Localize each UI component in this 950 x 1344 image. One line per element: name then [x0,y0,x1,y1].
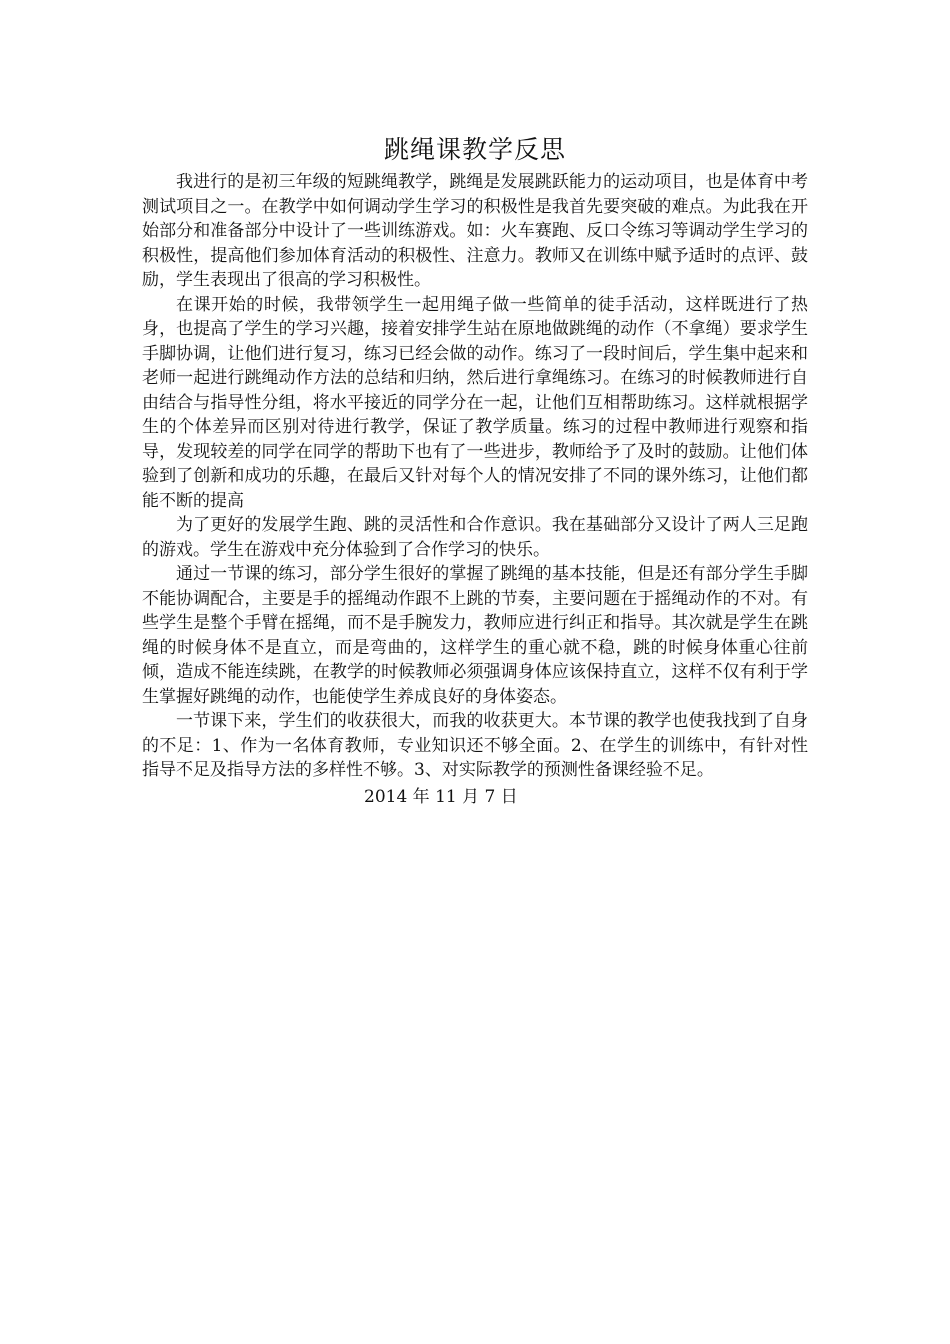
document-title: 跳绳课教学反思 [383,135,566,164]
paragraph-5: 一节课下来，学生们的收获很大，而我的收获更大。本节课的教学也使我找到了自身的不足：1、作为一名体育教师，专业知识还不够全面。2、在学生的训练中，有针对性指导不足及指导方法的多样性不够。3、对实际教学的预测性备课经验不足。 [142,711,808,780]
document-body [142,132,808,809]
paragraph-3: 为了更好的发展学生跑、跳的灵活性和合作意识。我在基础部分又设计了两人三足跑的游戏。学生在游戏中充分体验到了合作学习的快乐。 [142,515,808,560]
document-date: 2014 年 11 月 7 日 [364,786,518,807]
paragraph-2: 在课开始的时候，我带领学生一起用绳子做一些简单的徒手活动，这样既进行了热身，也提高了学生的学习兴趣，接着安排学生站在原地做跳绳的动作（不拿绳）要求学生手脚协调，让他们进行复习，练习已经会做的动作。练习了一段时间后，学生集中起来和老师一起进行跳绳动作方法的总结和归纳，然后进行拿绳练习。在练习的时候教师进行自由结合与指导性分组，将水平接近的同学分在一起，让他们互相帮助练习。这样就根据学生的个体差异而区别对待进行教学，保证了教学质量。练习的过程中教师进行观察和指导，发现较差的同学在同学的帮助下也有了一些进步，教师给予了及时的鼓励。让他们体验到了创新和成功的乐趣，在最后又针对每个人的情况安排了不同的课外练习，让他们都能不断的提高 [142,294,808,511]
paragraph-1: 我进行的是初三年级的短跳绳教学，跳绳是发展跳跃能力的运动项目，也是体育中考测试项目之一。在教学中如何调动学生学习的积极性是我首先要突破的难点。为此我在开始部分和准备部分中设计了一些训练游戏。如：火车赛跑、反口令练习等调动学生学习的积极性，提高他们参加体育活动的积极性、注意力。教师又在训练中赋予适时的点评、鼓励，学生表现出了很高的学习积极性。 [142,172,808,290]
paragraph-4: 通过一节课的练习，部分学生很好的掌握了跳绳的基本技能，但是还有部分学生手脚不能协调配合，主要是手的摇绳动作跟不上跳的节奏，主要问题在于摇绳动作的不对。有些学生是整个手臂在摇绳，而不是手腕发力，教师应进行纠正和指导。其次就是学生在跳绳的时候身体不是直立，而是弯曲的，这样学生的重心就不稳，跳的时候身体重心往前倾，造成不能连续跳，在教学的时候教师必须强调身体应该保持直立，这样不仅有利于学生掌握好跳绳的动作，也能使学生养成良好的身体姿态。 [142,564,808,707]
